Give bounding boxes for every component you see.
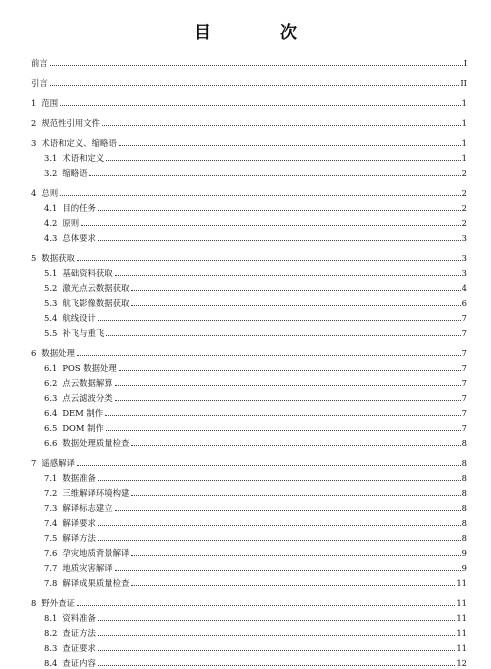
toc-entry[interactable] xyxy=(31,404,467,419)
toc-entry[interactable] xyxy=(31,434,467,449)
toc-entry-label: 解译标志建立 xyxy=(62,503,113,513)
toc-entry[interactable] xyxy=(31,594,467,609)
toc-entry-label: 前言 xyxy=(31,58,48,68)
toc-entry-number: 6.3 xyxy=(44,393,58,403)
toc-entry-page: 9 xyxy=(461,563,467,573)
toc-entry-page: 3 xyxy=(461,268,467,278)
toc-entry-title xyxy=(44,627,96,639)
toc-entry-number: 3 xyxy=(31,138,37,148)
toc-entry-title xyxy=(44,612,96,624)
toc-entry-title xyxy=(31,457,75,469)
toc-entry-number: 7.6 xyxy=(44,548,58,558)
toc-entry-page: 8 xyxy=(461,458,467,468)
toc-entry-page: 1 xyxy=(461,153,467,163)
toc-entry-number: 5.2 xyxy=(44,283,58,293)
toc-entry-number: 6 xyxy=(31,348,37,358)
toc-entry-number: 4.2 xyxy=(44,218,58,228)
toc-entry-page: 4 xyxy=(461,283,467,293)
toc-entry-label: 解译成果质量检查 xyxy=(62,578,130,588)
toc-entry-label: 资料准备 xyxy=(62,613,96,623)
toc-entry[interactable] xyxy=(31,574,467,589)
dot-leader xyxy=(131,585,455,586)
toc-entry-title xyxy=(44,422,104,434)
toc-entry-title xyxy=(44,407,103,419)
toc-entry-label: 数据获取 xyxy=(41,253,75,263)
toc-entry[interactable] xyxy=(31,149,467,164)
toc-entry-label: 基础资料获取 xyxy=(62,268,113,278)
toc-entry-page: 3 xyxy=(461,253,467,263)
toc-entry-title xyxy=(44,202,96,214)
toc-entry-number: 8.3 xyxy=(44,643,58,653)
toc-entry-title xyxy=(44,562,113,574)
toc-entry-number: 5 xyxy=(31,253,37,263)
toc-entry-label: 数据准备 xyxy=(62,473,96,483)
dot-leader xyxy=(98,635,456,636)
toc-entry-label: 遥感解译 xyxy=(41,458,75,468)
toc-entry-number: 8.2 xyxy=(44,628,58,638)
toc-entry-number: 1 xyxy=(31,98,37,108)
toc-entry-title xyxy=(44,297,129,309)
toc-entry-number: 8.1 xyxy=(44,613,58,623)
dot-leader xyxy=(81,225,461,226)
toc-entry-page: 8 xyxy=(461,518,467,528)
dot-leader xyxy=(131,495,460,496)
toc-entry-number: 5.3 xyxy=(44,298,58,308)
toc-entry-page: 2 xyxy=(461,203,467,213)
toc-entry-page: 7 xyxy=(461,328,467,338)
toc-entry[interactable] xyxy=(31,229,467,244)
toc-entry-page: 8 xyxy=(461,488,467,498)
toc-entry-page: 8 xyxy=(461,438,467,448)
dot-leader xyxy=(106,430,461,431)
toc-entry[interactable] xyxy=(31,94,467,109)
table-of-contents xyxy=(31,54,467,669)
toc-entry-label: 点云数据解算 xyxy=(62,378,113,388)
toc-entry-number: 4.3 xyxy=(44,233,58,243)
toc-entry-label: 解译要求 xyxy=(62,518,96,528)
toc-entry-title xyxy=(31,252,75,264)
toc-entry[interactable] xyxy=(31,114,467,129)
dot-leader xyxy=(77,355,461,356)
toc-entry-label: DEM 制作 xyxy=(62,408,104,418)
toc-entry-page: 2 xyxy=(461,188,467,198)
toc-entry-page: 7 xyxy=(461,393,467,403)
toc-entry-number: 6.2 xyxy=(44,378,58,388)
toc-entry-number: 4 xyxy=(31,188,37,198)
toc-entry-title xyxy=(44,642,96,654)
dot-leader xyxy=(131,305,460,306)
toc-entry-title xyxy=(44,362,117,374)
toc-entry-number: 4.1 xyxy=(44,203,58,213)
toc-entry-title xyxy=(31,57,48,69)
toc-entry-label: 规范性引用文件 xyxy=(41,118,100,128)
toc-entry[interactable] xyxy=(31,184,467,199)
toc-entry[interactable] xyxy=(31,419,467,434)
toc-entry-page: 11 xyxy=(456,598,467,608)
toc-entry[interactable] xyxy=(31,389,467,404)
toc-entry-title xyxy=(44,282,129,294)
toc-entry[interactable] xyxy=(31,499,467,514)
dot-leader xyxy=(131,555,460,556)
toc-entry-label: 查证要求 xyxy=(62,643,96,653)
toc-entry-number: 5.4 xyxy=(44,313,58,323)
dot-leader xyxy=(77,605,455,606)
toc-entry-page: 2 xyxy=(461,218,467,228)
dot-leader xyxy=(98,210,461,211)
toc-entry-title xyxy=(44,487,129,499)
toc-entry-page: 6 xyxy=(461,298,467,308)
dot-leader xyxy=(102,125,461,126)
toc-entry-page: 1 xyxy=(461,98,467,108)
toc-entry-label: 术语和定义、缩略语 xyxy=(41,138,117,148)
dot-leader xyxy=(60,195,461,196)
toc-entry-label: 野外查证 xyxy=(41,598,75,608)
dot-leader xyxy=(60,105,461,106)
toc-entry-page: 8 xyxy=(461,473,467,483)
dot-leader xyxy=(115,385,461,386)
dot-leader xyxy=(106,160,460,161)
toc-entry-label: 目的任务 xyxy=(62,203,96,213)
dot-leader xyxy=(98,650,456,651)
toc-entry-title xyxy=(44,232,96,244)
dot-leader xyxy=(50,85,460,86)
toc-entry[interactable] xyxy=(31,469,467,484)
dot-leader xyxy=(115,510,461,511)
toc-entry-page: 8 xyxy=(461,533,467,543)
toc-entry-label: 引言 xyxy=(31,78,48,88)
toc-entry-number: 7.8 xyxy=(44,578,58,588)
toc-entry-title xyxy=(31,347,75,359)
dot-leader xyxy=(98,480,461,481)
toc-entry-page: 11 xyxy=(456,613,467,623)
dot-leader xyxy=(115,400,461,401)
toc-entry-label: 地质灾害解译 xyxy=(62,563,113,573)
toc-entry-label: 三维解译环境构建 xyxy=(62,488,130,498)
toc-entry-title xyxy=(31,77,48,89)
toc-entry-page: 11 xyxy=(456,578,467,588)
toc-entry[interactable] xyxy=(31,639,467,654)
dot-leader xyxy=(105,415,461,416)
toc-entry-page: 9 xyxy=(461,548,467,558)
toc-entry-title xyxy=(44,532,96,544)
toc-entry-page: 11 xyxy=(456,628,467,638)
toc-entry[interactable] xyxy=(31,514,467,529)
toc-entry-label: DOM 制作 xyxy=(62,423,104,433)
toc-entry[interactable] xyxy=(31,374,467,389)
toc-entry-number: 6.4 xyxy=(44,408,58,418)
toc-entry[interactable] xyxy=(31,134,467,149)
toc-entry-title xyxy=(44,657,96,669)
toc-entry-page: I xyxy=(463,58,467,68)
toc-entry-page: 12 xyxy=(456,658,467,668)
toc-entry-label: 术语和定义 xyxy=(62,153,105,163)
dot-leader xyxy=(77,260,461,261)
toc-entry[interactable] xyxy=(31,484,467,499)
dot-leader xyxy=(98,540,461,541)
dot-leader xyxy=(50,65,463,66)
toc-entry[interactable] xyxy=(31,654,467,669)
toc-entry-number: 7.4 xyxy=(44,518,58,528)
dot-leader xyxy=(131,445,460,446)
dot-leader xyxy=(98,665,456,666)
toc-entry[interactable] xyxy=(31,279,467,294)
toc-entry-label: 激光点云数据获取 xyxy=(62,283,130,293)
toc-entry[interactable] xyxy=(31,54,467,69)
toc-entry[interactable] xyxy=(31,609,467,624)
toc-entry-title xyxy=(44,152,104,164)
toc-entry-page: 7 xyxy=(461,423,467,433)
toc-entry-number: 5.5 xyxy=(44,328,58,338)
toc-entry[interactable] xyxy=(31,249,467,264)
toc-entry[interactable] xyxy=(31,544,467,559)
toc-entry[interactable] xyxy=(31,454,467,469)
toc-entry-title xyxy=(31,597,75,609)
toc-entry-label: 航飞影像数据获取 xyxy=(62,298,130,308)
toc-entry[interactable] xyxy=(31,559,467,574)
toc-entry-page: 2 xyxy=(461,168,467,178)
dot-leader xyxy=(119,145,461,146)
toc-entry-title xyxy=(44,312,96,324)
toc-entry-title xyxy=(44,377,113,389)
toc-entry-label: 解译方法 xyxy=(62,533,96,543)
toc-entry-number: 2 xyxy=(31,118,37,128)
toc-entry-page: 7 xyxy=(461,363,467,373)
toc-entry-title xyxy=(44,577,129,589)
toc-entry-title xyxy=(44,217,79,229)
toc-entry-page: II xyxy=(460,78,467,88)
toc-entry-number: 8 xyxy=(31,598,37,608)
toc-entry-number: 5.1 xyxy=(44,268,58,278)
toc-entry-page: 1 xyxy=(461,138,467,148)
toc-entry[interactable] xyxy=(31,294,467,309)
toc-entry-page: 7 xyxy=(461,408,467,418)
dot-leader xyxy=(119,370,461,371)
toc-entry-page: 3 xyxy=(461,233,467,243)
toc-entry-number: 6.1 xyxy=(44,363,58,373)
toc-entry-number: 7.7 xyxy=(44,563,58,573)
toc-entry-page: 11 xyxy=(456,643,467,653)
toc-entry-label: 孕灾地质背景解译 xyxy=(62,548,130,558)
toc-entry-label: 补飞与重飞 xyxy=(62,328,105,338)
toc-entry[interactable] xyxy=(31,624,467,639)
toc-entry-page: 7 xyxy=(461,348,467,358)
toc-entry-title xyxy=(31,97,58,109)
toc-entry-title xyxy=(44,437,129,449)
toc-entry-label: 总则 xyxy=(41,188,59,198)
toc-entry-title xyxy=(31,137,117,149)
toc-entry-number: 7.5 xyxy=(44,533,58,543)
toc-entry-number: 3.2 xyxy=(44,168,58,178)
toc-entry-number: 7.3 xyxy=(44,503,58,513)
toc-entry-page: 7 xyxy=(461,378,467,388)
toc-entry-number: 8.4 xyxy=(44,658,58,668)
toc-entry-title xyxy=(44,392,113,404)
toc-entry-label: 数据处理 xyxy=(41,348,75,358)
dot-leader xyxy=(98,320,461,321)
toc-entry-label: 航线设计 xyxy=(62,313,96,323)
toc-entry-number: 3.1 xyxy=(44,153,58,163)
toc-entry-title xyxy=(44,472,96,484)
toc-entry-title xyxy=(44,502,113,514)
toc-entry[interactable] xyxy=(31,214,467,229)
dot-leader xyxy=(131,290,460,291)
toc-entry-label: 查证内容 xyxy=(62,658,96,668)
toc-entry[interactable] xyxy=(31,264,467,279)
toc-entry-label: 查证方法 xyxy=(62,628,96,638)
toc-entry-label: 数据处理质量检查 xyxy=(62,438,130,448)
toc-entry-page: 8 xyxy=(461,503,467,513)
dot-leader xyxy=(77,465,461,466)
toc-entry-number: 7.2 xyxy=(44,488,58,498)
toc-entry-number: 6.6 xyxy=(44,438,58,448)
toc-entry-number: 6.5 xyxy=(44,423,58,433)
toc-entry[interactable] xyxy=(31,74,467,89)
page-title: 目 次 xyxy=(194,23,323,43)
toc-entry-title xyxy=(44,517,96,529)
toc-entry-label: POS 数据处理 xyxy=(62,363,117,373)
toc-entry[interactable] xyxy=(31,359,467,374)
dot-leader xyxy=(115,275,461,276)
toc-entry-title xyxy=(44,267,113,279)
toc-entry-title xyxy=(44,167,87,179)
toc-entry-page: 1 xyxy=(461,118,467,128)
dot-leader xyxy=(115,570,461,571)
toc-entry[interactable] xyxy=(31,309,467,324)
toc-entry[interactable] xyxy=(31,529,467,544)
toc-entry-label: 缩略语 xyxy=(62,168,88,178)
dot-leader xyxy=(106,335,460,336)
toc-entry-title xyxy=(44,327,104,339)
dot-leader xyxy=(89,175,460,176)
toc-entry[interactable] xyxy=(31,344,467,359)
toc-entry-label: 原则 xyxy=(62,218,80,228)
toc-entry-title xyxy=(44,547,129,559)
toc-entry[interactable] xyxy=(31,199,467,214)
toc-entry-label: 点云滤波分类 xyxy=(62,393,113,403)
dot-leader xyxy=(98,620,456,621)
toc-entry-number: 7 xyxy=(31,458,37,468)
dot-leader xyxy=(98,525,461,526)
toc-entry[interactable] xyxy=(31,164,467,179)
dot-leader xyxy=(98,240,461,241)
toc-entry-page: 7 xyxy=(461,313,467,323)
toc-entry[interactable] xyxy=(31,324,467,339)
toc-entry-title xyxy=(31,187,58,199)
toc-entry-title xyxy=(31,117,100,129)
toc-entry-label: 范围 xyxy=(41,98,59,108)
toc-entry-number: 7.1 xyxy=(44,473,58,483)
toc-entry-label: 总体要求 xyxy=(62,233,96,243)
